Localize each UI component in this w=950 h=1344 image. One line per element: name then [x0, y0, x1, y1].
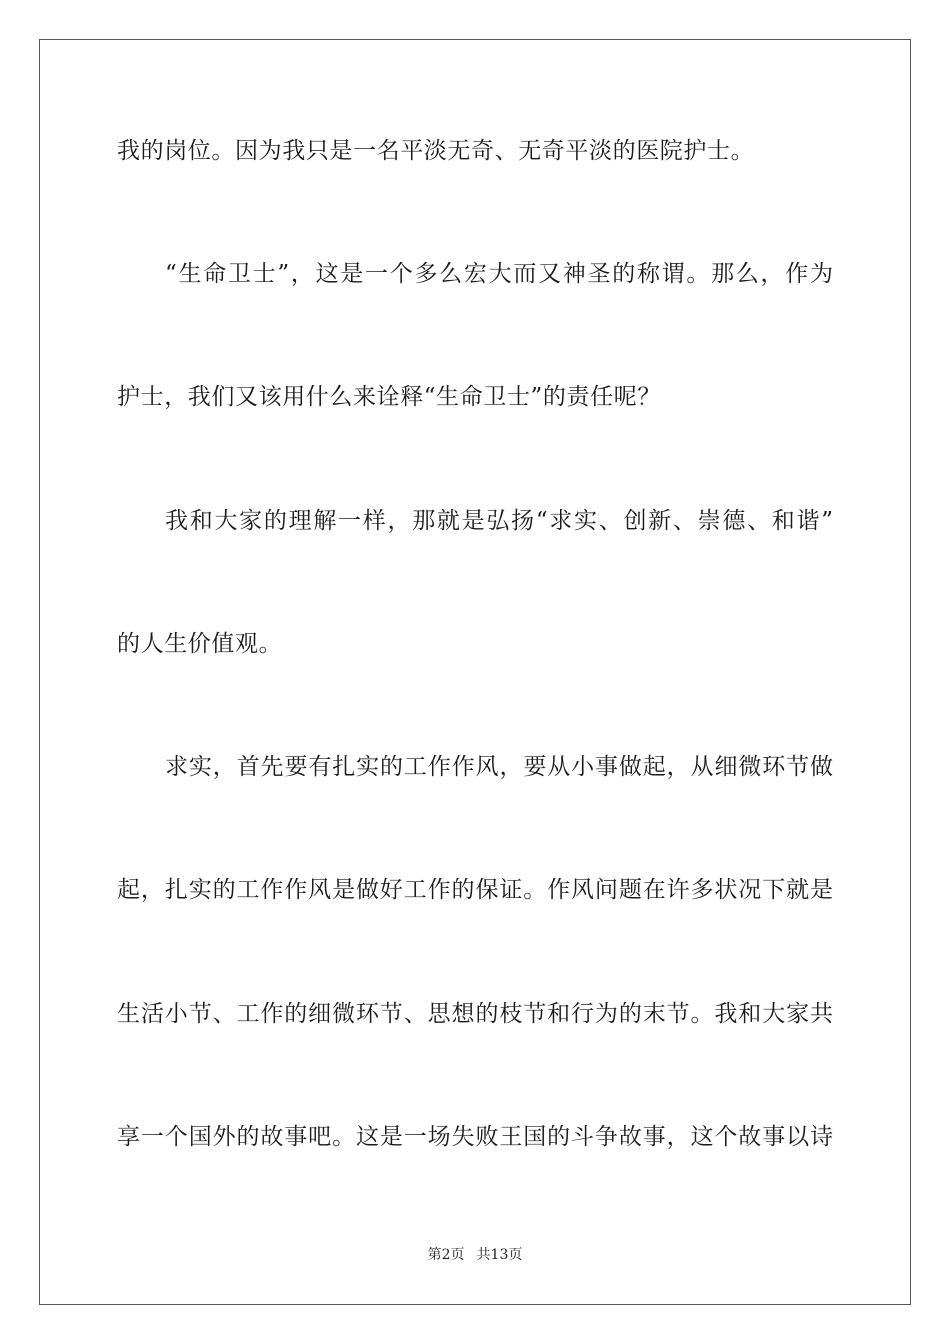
body-line-5: 的人生价值观。: [117, 631, 283, 657]
body-line-8: 生活小节、工作的细微环节、思想的枝节和行为的末节。我和大家共: [117, 1001, 833, 1027]
body-line-6: 求实，首先要有扎实的工作作风，要从小事做起，从细微环节做: [165, 754, 833, 780]
page-total: 共13页: [476, 1247, 523, 1263]
page-footer: [0, 1246, 950, 1264]
body-line-9: 享一个国外的故事吧。这是一场失败王国的斗争故事，这个故事以诗: [117, 1124, 833, 1150]
body-line-1: 我的岗位。因为我只是一名平淡无奇、无奇平淡的医院护士。: [117, 138, 755, 164]
body-line-4: 我和大家的理解一样，那就是弘扬“求实、创新、崇德、和谐”: [165, 508, 833, 534]
page-border: [39, 39, 911, 1305]
body-line-3: 护士，我们又该用什么来诠释“生命卫士”的责任呢？: [117, 384, 661, 410]
page-number: 第2页: [427, 1247, 465, 1263]
body-line-7: 起，扎实的工作作风是做好工作的保证。作风问题在许多状况下就是: [117, 877, 833, 903]
body-line-2: “生命卫士”，这是一个多么宏大而又神圣的称谓。那么，作为: [165, 261, 833, 287]
